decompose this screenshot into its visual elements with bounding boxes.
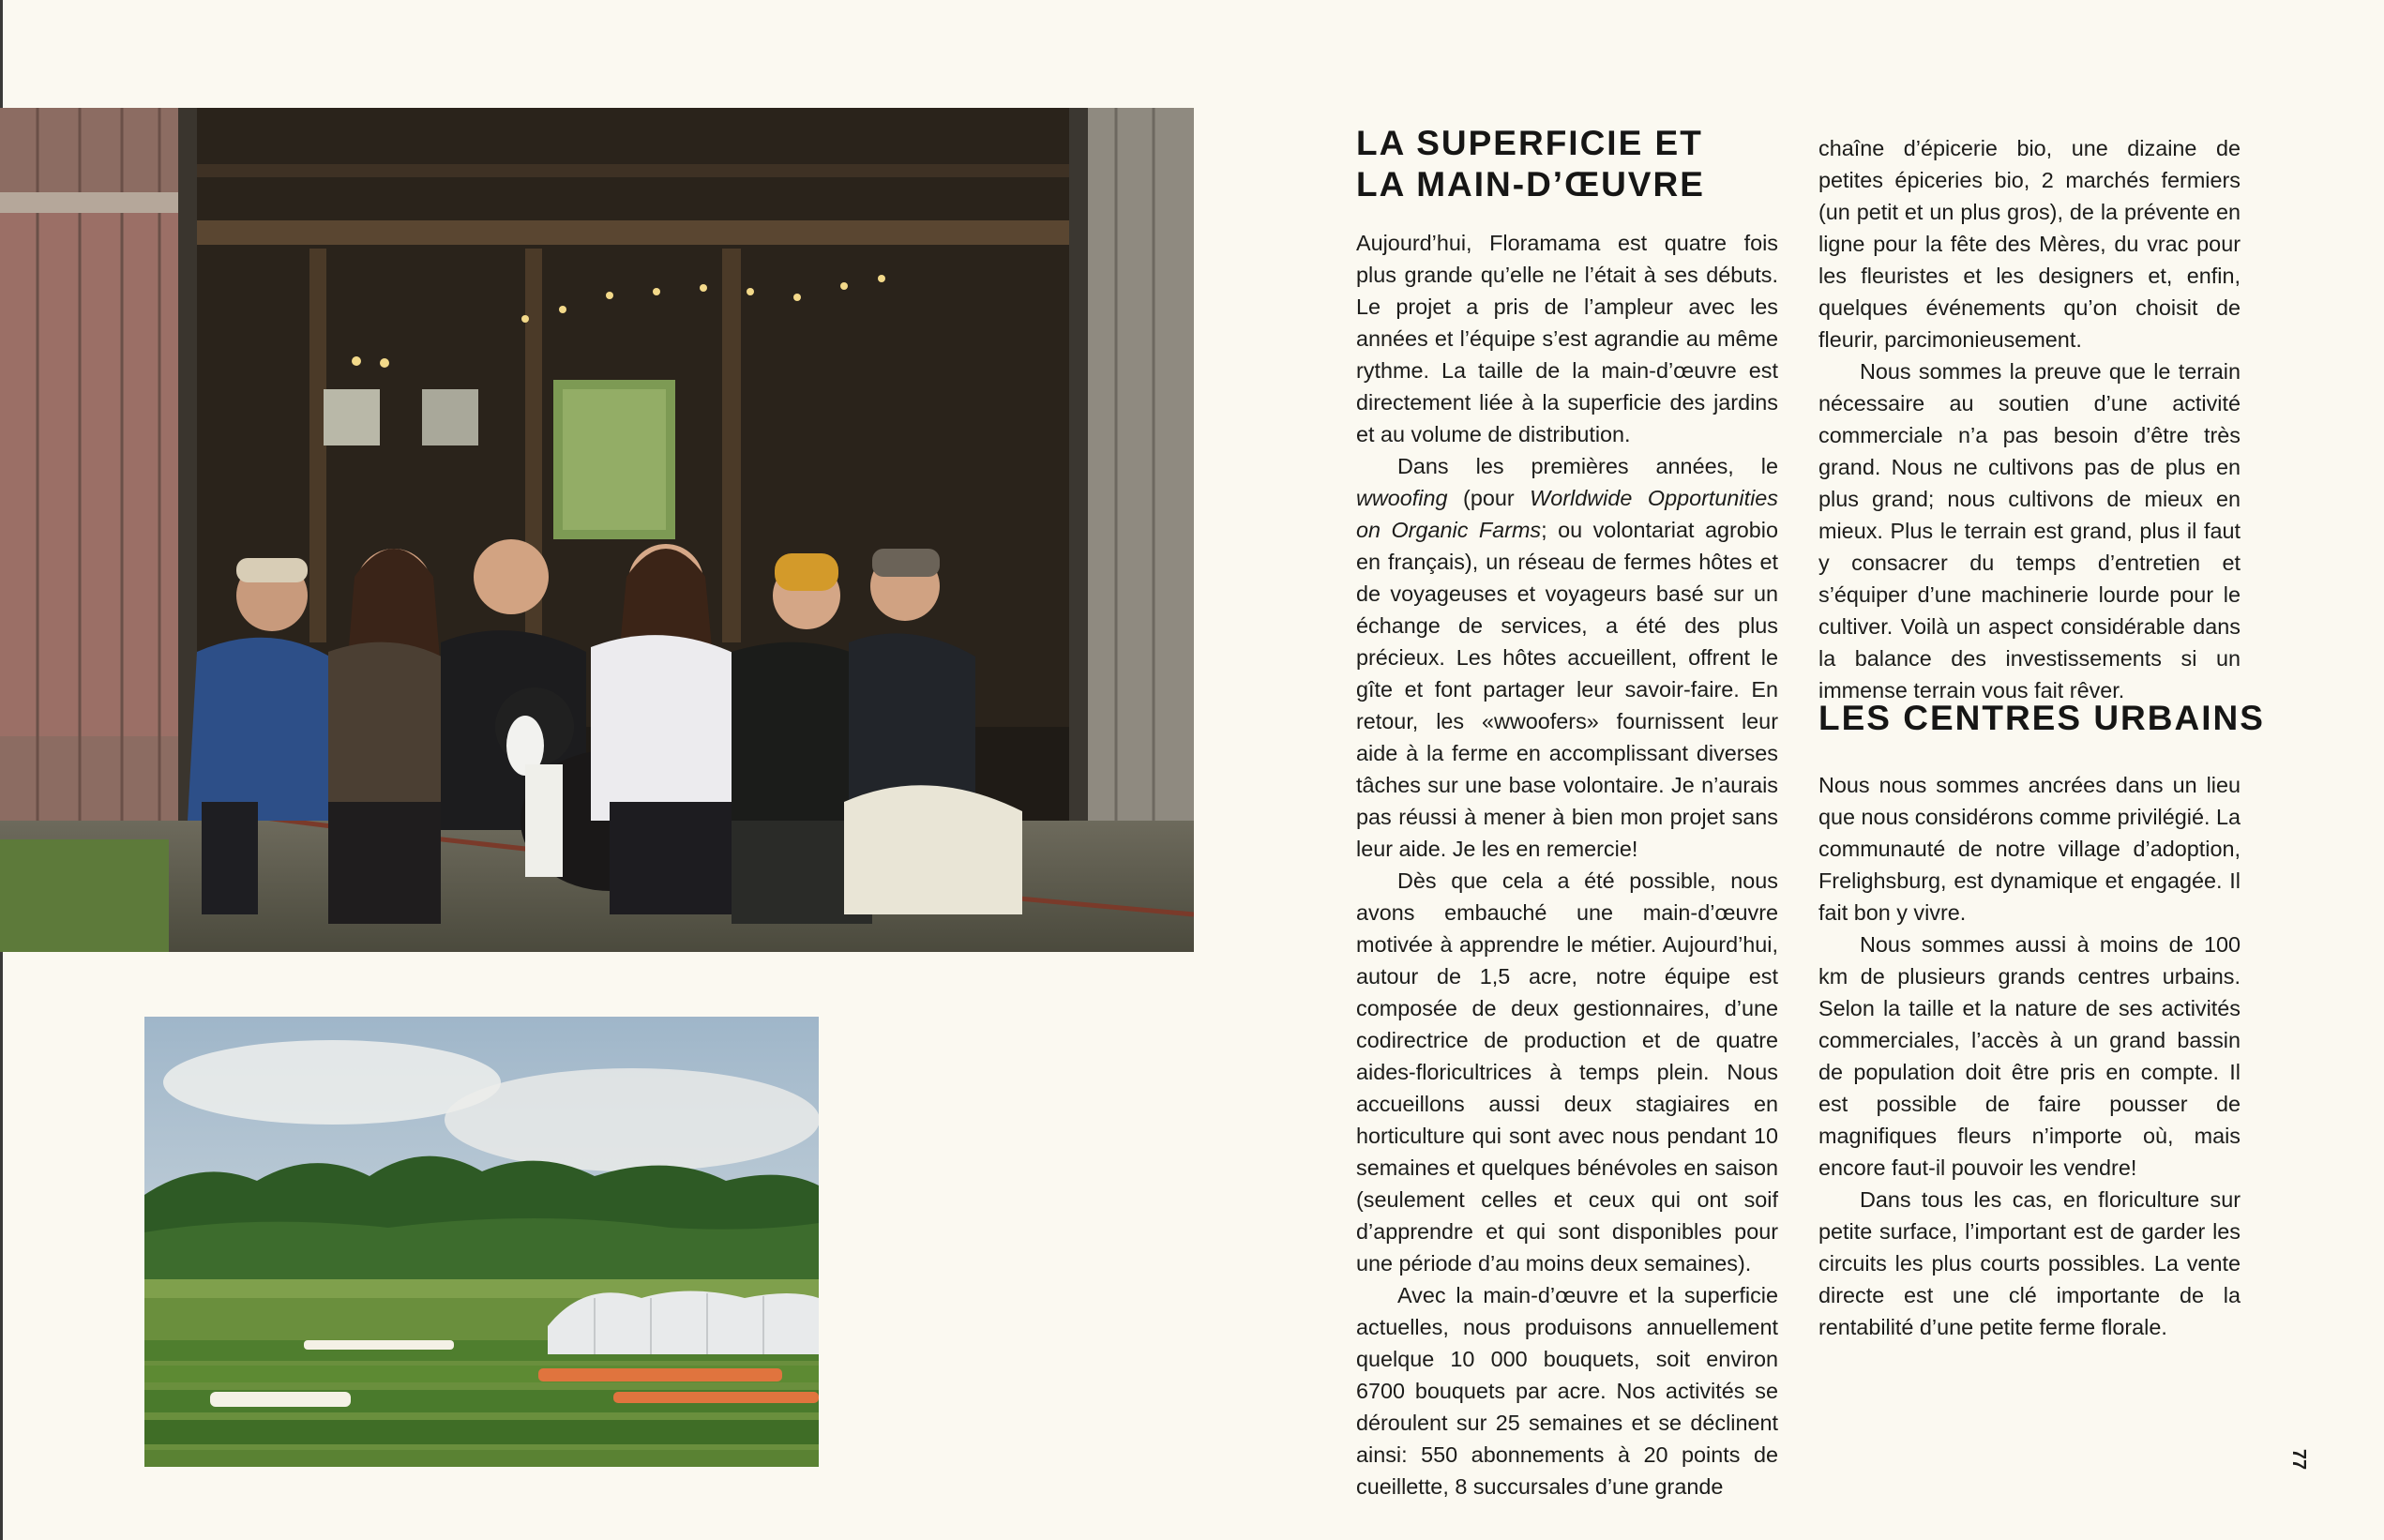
section-heading-superficie: [1356, 123, 1806, 205]
text-run: (pour: [1447, 486, 1531, 510]
page-number: 77: [2288, 1448, 2309, 1471]
paragraph: Nous sommes aussi à moins de 100 km de plusieurs grands centres urbains. Selon la taille et la nature de ses activités commerciales, l’accès à un grand bassin de population doit être pris en compte. Il est possible de faire pousser de magnifiques fleurs n’importe où, mais encore faut-il pouvoir les vendre!: [1818, 932, 2241, 1180]
paragraph: Dès que cela a été possible, nous avons embauché une main-d’œuvre motivée à apprendre le métier. Aujourd’hui, autour de 1,5 acre, notre équipe est composée de deux gestionnaires, d’une codirectrice de production et de quatre aides-floricultrices à temps plein. Nous accueillons aussi deux stagiaires en horticulture qui sont avec nous pendant 10 semaines et quelques bénévoles en saison (seulement celles et ceux qui ont soif d’apprendre et qui sont disponibles pour une période d’au moins deux semaines).: [1356, 868, 1778, 1276]
paragraph: Nous sommes la preuve que le terrain nécessaire au soutien d’une activité commerciale n’a pas besoin d’être très grand. Nous ne cultivons pas de plus en plus grand; nous cultivons de mieux en mieux. Plus le terrain est grand, plus il faut y consacrer du temps d’entretien et s’équiper d’une machinerie lourde pour le cultiver. Voilà un aspect considérable dans la balance des investissements si un immense terrain vous fait rêver.: [1818, 359, 2241, 702]
paragraph: Nous nous sommes ancrées dans un lieu que nous considérons comme privilégié. La communauté de notre village d’adoption, Frelighsburg, est dynamique et engagée. Il fait bon y vivre.: [1818, 773, 2241, 925]
field-photo: [144, 1017, 819, 1467]
text-run: Dans les premières années, le: [1397, 454, 1778, 478]
italic-term: Worldwide Opportunities on Organic Farms: [1356, 486, 1778, 542]
text-column-left: [1356, 227, 1778, 1502]
heading-line-2: LA MAIN-D’ŒUVRE: [1356, 165, 1705, 204]
italic-term: wwoofing: [1356, 486, 1448, 510]
paragraph: [1356, 450, 1778, 865]
text-column-right-top: [1818, 132, 2241, 706]
text-column-right-bottom: [1818, 769, 2241, 1343]
text-run: ; ou volontariat agrobio en français), un réseau de fermes hôtes et de voyageuses et voyageurs basé sur un échange de services, a été des plus précieux. Les hôtes accueillent, offrent le gîte et font partager leur savoir-faire. En retour, les «wwoofers» fournissent leur aide à la ferme en accomplissant diverses tâches sur une base volontaire. Je n’aurais pas réussi à mener à bien mon projet sans leur aide. Je les en remercie!: [1356, 518, 1778, 861]
paragraph: Avec la main-d’œuvre et la superficie actuelles, nous produisons annuellement quelque 10 000 bouquets, soit environ 6700 bouquets par acre. Nos activités se déroulent sur 25 semaines et se déclinent ainsi: 550 abonnements à 20 points de cueillette, 8 succursales d’une grande: [1356, 1283, 1778, 1499]
paragraph: Dans tous les cas, en floriculture sur petite surface, l’important est de garder les circuits les plus courts possibles. La vente directe est une clé importante de la rentabilité d’une petite ferme florale.: [1818, 1187, 2241, 1339]
team-photo: [0, 108, 1194, 952]
paragraph: Aujourd’hui, Floramama est quatre fois plus grande qu’elle ne l’était à ses débuts. Le projet a pris de l’ampleur avec les années et l’équipe s’est agrandie au même rythme. La taille de la main-d’œuvre est directement liée à la superficie des jardins et au volume de distribution.: [1356, 231, 1778, 446]
section-heading-centres: LES CENTRES URBAINS: [1818, 699, 2265, 737]
paragraph: chaîne d’épicerie bio, une dizaine de petites épiceries bio, 2 marchés fermiers (un petit et un plus gros), de la prévente en ligne pour la fête des Mères, du vrac pour les fleuristes et les designers et, enfin, quelques événements qu’on choisit de fleurir, parcimonieusement.: [1818, 136, 2241, 352]
heading-line-1: LA SUPERFICIE ET: [1356, 124, 1703, 162]
